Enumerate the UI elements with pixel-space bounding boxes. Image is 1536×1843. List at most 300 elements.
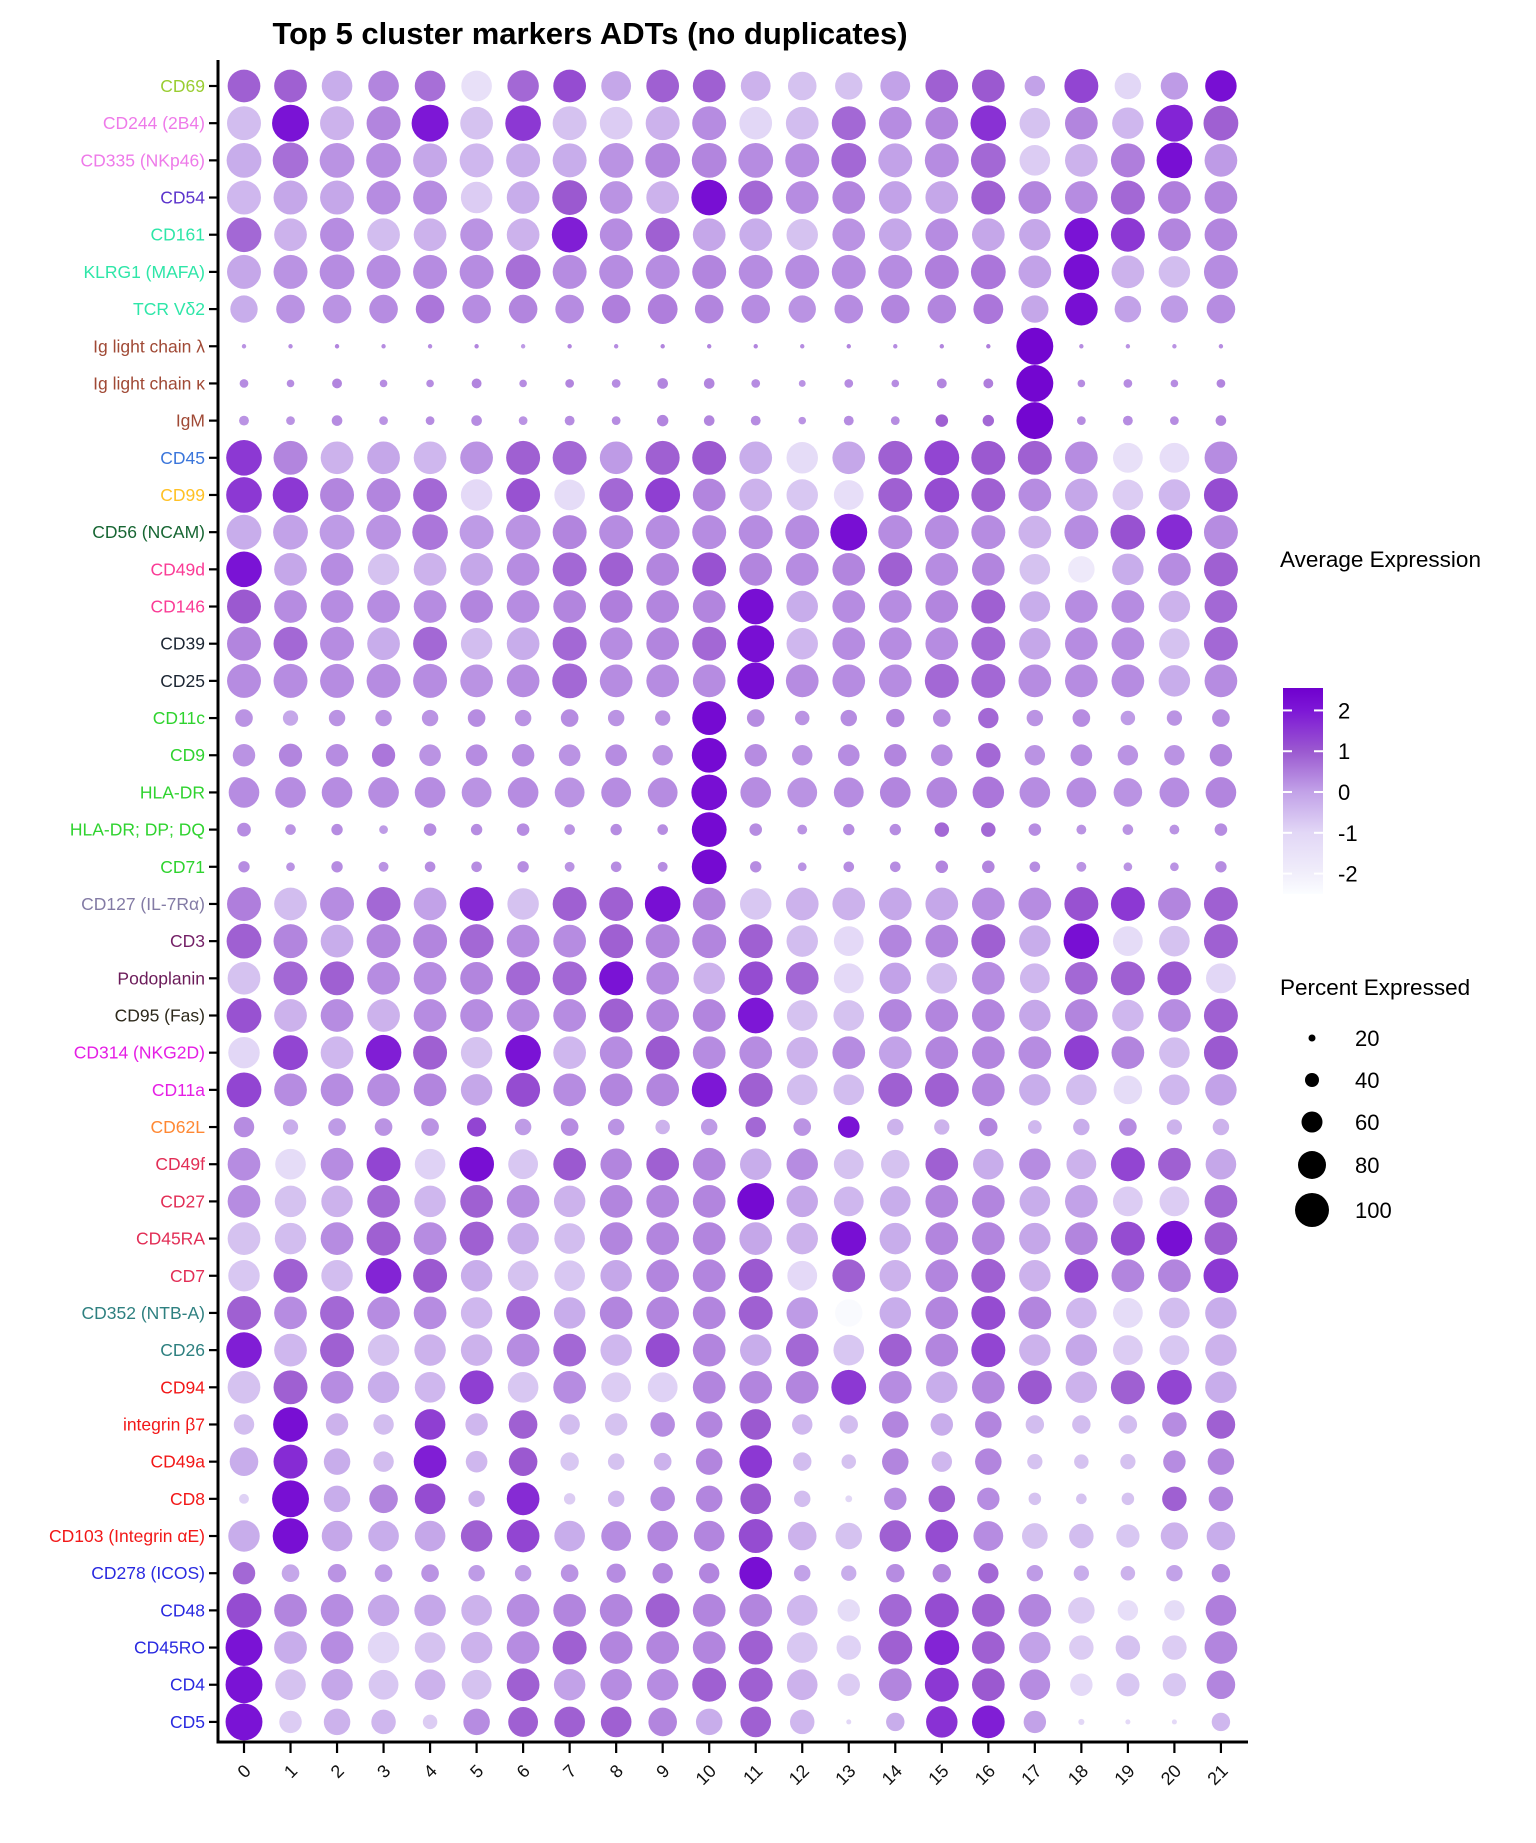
dot — [975, 1448, 1002, 1475]
dot — [321, 1631, 354, 1664]
dot — [507, 888, 538, 919]
dot — [554, 480, 585, 511]
dot — [226, 1666, 263, 1703]
dot — [739, 1631, 773, 1665]
dot — [1121, 1566, 1135, 1580]
dot — [739, 1519, 773, 1553]
dot — [507, 1223, 538, 1254]
row-label: HLA-DR — [139, 782, 205, 803]
dot — [925, 255, 959, 289]
x-tick-label: 13 — [831, 1760, 860, 1789]
dot — [1069, 1635, 1093, 1659]
dot — [519, 416, 528, 425]
row-label: CD244 (2B4) — [102, 113, 205, 134]
dot — [971, 1333, 1005, 1367]
dot — [937, 379, 947, 389]
dot — [972, 1073, 1005, 1106]
row-label: CD27 — [160, 1191, 205, 1212]
dot — [521, 344, 525, 348]
x-tick-label: 10 — [691, 1760, 721, 1789]
dot — [886, 1564, 904, 1582]
dot — [1205, 218, 1238, 251]
dot — [693, 1371, 726, 1404]
dot — [565, 416, 575, 426]
dot — [1016, 328, 1053, 365]
dot — [601, 1707, 632, 1738]
dot — [971, 143, 1006, 178]
dot — [507, 925, 540, 958]
dot — [657, 824, 668, 835]
dot — [599, 255, 633, 289]
dot — [601, 1372, 631, 1402]
dot — [786, 181, 819, 214]
dot — [1112, 1259, 1145, 1292]
dot — [517, 823, 530, 836]
dot — [466, 744, 488, 766]
dot — [226, 440, 262, 476]
dot — [367, 962, 400, 995]
dot — [1064, 69, 1098, 103]
dot — [275, 1223, 306, 1254]
dot — [413, 255, 447, 289]
dot — [648, 1372, 678, 1402]
dot — [890, 861, 901, 872]
dot — [879, 1594, 912, 1627]
dot — [1159, 479, 1190, 510]
dot — [830, 514, 867, 551]
dot — [1205, 144, 1238, 177]
dot — [471, 861, 482, 872]
dot — [600, 665, 633, 698]
dot — [321, 925, 354, 958]
dot — [787, 925, 818, 956]
dot — [1157, 1370, 1192, 1405]
dot — [555, 295, 584, 324]
dot — [1204, 1258, 1239, 1293]
dot — [1206, 1595, 1237, 1626]
dot — [605, 1413, 627, 1435]
dot — [600, 107, 633, 140]
x-tick-label: 18 — [1063, 1760, 1093, 1789]
dot — [1157, 1221, 1193, 1257]
dot — [660, 344, 664, 348]
dot — [934, 1119, 949, 1134]
dot — [834, 1186, 864, 1216]
dot — [426, 416, 435, 425]
dot — [1159, 778, 1189, 808]
dot — [1111, 1222, 1145, 1256]
dot — [740, 888, 771, 919]
dot — [368, 1372, 399, 1403]
dot — [787, 1000, 818, 1031]
dot — [368, 777, 399, 808]
dot — [940, 344, 944, 348]
dot — [320, 478, 354, 512]
dot — [1159, 1186, 1189, 1216]
dot — [747, 709, 765, 727]
dot — [413, 627, 447, 661]
dot — [554, 1707, 585, 1738]
dot — [1204, 887, 1238, 921]
dot — [1205, 1372, 1236, 1403]
dot — [228, 1185, 261, 1218]
dot — [274, 1259, 308, 1293]
row-label: HLA-DR; DP; DQ — [69, 819, 205, 840]
dot — [699, 1563, 719, 1583]
dot — [655, 1120, 669, 1134]
dot — [230, 295, 257, 322]
dot — [838, 744, 860, 766]
dot — [462, 1670, 492, 1700]
dot — [461, 479, 492, 510]
dot — [321, 1148, 354, 1181]
dot — [554, 1186, 585, 1217]
dot — [845, 1495, 852, 1502]
dot — [738, 998, 774, 1034]
dot-grid — [226, 69, 1239, 1740]
dot — [461, 1595, 492, 1626]
dot — [933, 709, 951, 727]
row-label: CD49f — [155, 1154, 205, 1175]
dot — [324, 1448, 351, 1475]
dot — [737, 625, 774, 662]
dot — [925, 1036, 958, 1069]
dot — [928, 295, 957, 324]
dot — [878, 143, 912, 177]
dot — [1204, 552, 1238, 586]
dot — [749, 823, 762, 836]
dot — [235, 709, 253, 727]
row-label: integrin β7 — [122, 1414, 205, 1435]
dot — [646, 1185, 679, 1218]
dot — [1215, 823, 1228, 836]
dot — [645, 886, 681, 922]
dot — [559, 1414, 579, 1434]
dot — [283, 710, 298, 725]
dot — [739, 961, 773, 995]
dot — [1065, 962, 1098, 995]
dot — [1205, 1074, 1236, 1105]
dot — [505, 105, 541, 141]
row-label: CD11a — [151, 1079, 205, 1100]
dot — [838, 1674, 860, 1696]
row-label: CD45RA — [135, 1228, 205, 1249]
dot — [414, 888, 447, 921]
dot — [1161, 1522, 1188, 1549]
dot — [739, 441, 772, 474]
dot — [693, 1297, 726, 1330]
dot — [693, 1594, 726, 1627]
row-label: CD146 — [150, 596, 205, 617]
dot — [925, 70, 958, 103]
dot — [1030, 861, 1041, 872]
dot — [879, 665, 912, 698]
dot — [1079, 344, 1083, 348]
dot — [425, 861, 436, 872]
dot — [832, 1259, 865, 1292]
row-label: CD127 (IL-7Rα) — [81, 893, 205, 914]
dot — [553, 925, 586, 958]
dot — [414, 1445, 447, 1478]
dot — [646, 665, 679, 698]
dot — [751, 416, 761, 426]
dot — [1065, 627, 1098, 660]
x-tick-label: 2 — [326, 1760, 348, 1782]
dot — [925, 1185, 958, 1218]
dot — [237, 823, 251, 837]
dot — [422, 710, 438, 726]
dot — [696, 1448, 723, 1475]
dot — [611, 861, 622, 872]
dot — [1204, 106, 1239, 141]
dot — [273, 143, 309, 179]
dot — [274, 1334, 307, 1367]
dot — [413, 478, 447, 512]
dot — [787, 1632, 818, 1663]
dot — [1026, 1415, 1044, 1433]
dot — [274, 553, 307, 586]
dot — [843, 824, 854, 835]
dot — [367, 181, 401, 215]
dot — [1018, 1036, 1051, 1069]
dot — [234, 1117, 254, 1137]
dot — [553, 106, 587, 140]
dot — [973, 294, 1003, 324]
dot — [646, 441, 680, 475]
dot — [646, 1593, 680, 1627]
dot — [507, 1631, 540, 1664]
dot — [1020, 145, 1051, 176]
dot — [507, 1482, 540, 1515]
dot — [794, 1565, 810, 1581]
dot — [379, 416, 388, 425]
dot — [379, 825, 388, 834]
dot — [971, 627, 1005, 661]
dot — [971, 1296, 1005, 1330]
dot — [227, 515, 262, 550]
row-label: CD5 — [169, 1711, 205, 1732]
dot — [835, 1523, 862, 1550]
dot — [1219, 344, 1223, 348]
dot — [321, 1222, 354, 1255]
dot — [881, 295, 910, 324]
dot — [1118, 745, 1138, 765]
dot — [657, 415, 668, 426]
row-label: CD335 (NKp46) — [80, 150, 205, 171]
dot — [599, 999, 633, 1033]
percent-legend-label: 60 — [1355, 1110, 1380, 1135]
dot — [646, 553, 679, 586]
dot — [242, 344, 246, 348]
row-label: CD49a — [150, 1451, 205, 1472]
dot — [230, 1447, 259, 1476]
dot — [787, 442, 818, 473]
dot — [1074, 1566, 1089, 1581]
dot — [740, 1409, 771, 1440]
dot — [553, 70, 586, 103]
dot — [931, 744, 953, 766]
dot — [887, 1119, 903, 1135]
dot — [367, 441, 400, 474]
dot — [461, 1520, 492, 1551]
legend-percent-title: Percent Expressed — [1280, 975, 1471, 1000]
dot — [879, 1371, 912, 1404]
dot — [233, 1562, 255, 1584]
dot — [925, 590, 958, 623]
dot — [273, 515, 308, 550]
dot — [554, 1260, 585, 1291]
dot — [320, 515, 355, 550]
row-label: Podoplanin — [117, 968, 205, 989]
dot — [413, 181, 447, 215]
dot — [366, 515, 401, 550]
x-axis-labels — [234, 1761, 1232, 1789]
dot — [1113, 1298, 1143, 1328]
dot — [414, 1073, 447, 1106]
dot — [461, 1074, 492, 1105]
dot — [925, 627, 958, 660]
dot — [553, 1594, 586, 1627]
dot — [1018, 256, 1051, 289]
dot — [884, 744, 906, 766]
dot — [972, 1036, 1005, 1069]
row-label: CD54 — [160, 187, 205, 208]
dot — [971, 478, 1005, 512]
dot — [831, 1370, 866, 1405]
dot — [412, 514, 448, 550]
dot — [880, 1223, 911, 1254]
dot — [740, 1484, 771, 1515]
dot — [554, 1223, 585, 1254]
dot — [696, 1709, 723, 1736]
percent-legend-dot — [1302, 1112, 1323, 1133]
dot — [646, 181, 679, 214]
dot — [879, 1668, 912, 1701]
dot — [795, 711, 809, 725]
dot — [1018, 888, 1051, 921]
dot — [1159, 1335, 1189, 1365]
dot — [553, 1148, 586, 1181]
dot — [1212, 709, 1230, 727]
dot — [971, 924, 1005, 958]
dot — [553, 1631, 587, 1665]
dot — [413, 664, 447, 698]
dot — [831, 1221, 866, 1256]
dot — [1065, 590, 1098, 623]
dot — [506, 961, 540, 995]
dot — [423, 1715, 437, 1729]
dot — [1019, 925, 1050, 956]
dot — [693, 479, 726, 512]
dot — [972, 1371, 1005, 1404]
dot — [792, 1414, 812, 1434]
dot — [879, 107, 912, 140]
dot — [786, 962, 819, 995]
dot — [645, 478, 680, 513]
dot — [468, 709, 486, 727]
dot — [1158, 1148, 1191, 1181]
dot — [332, 415, 343, 426]
dot — [414, 1222, 447, 1255]
dot — [274, 924, 308, 958]
dot — [646, 255, 680, 289]
dot — [1027, 1565, 1043, 1581]
dot — [1159, 1037, 1190, 1068]
dot — [798, 862, 807, 871]
dot — [561, 709, 579, 727]
dot — [275, 1669, 306, 1700]
dot — [739, 553, 772, 586]
dot — [228, 962, 261, 995]
dot — [1161, 72, 1188, 99]
dot — [273, 1518, 309, 1554]
dot — [368, 554, 399, 585]
dot — [1076, 1494, 1087, 1505]
row-label: CD8 — [169, 1488, 205, 1509]
dot — [507, 999, 540, 1032]
dot — [891, 380, 899, 388]
dot — [553, 255, 587, 289]
dot — [1164, 1600, 1184, 1620]
dot — [646, 1036, 680, 1070]
dot — [707, 344, 711, 348]
dot — [838, 1116, 860, 1138]
x-tick-label: 14 — [877, 1760, 907, 1789]
dot — [929, 1486, 956, 1513]
dot — [331, 824, 342, 835]
dot — [971, 664, 1005, 698]
dot — [1076, 825, 1086, 835]
dot — [1070, 1674, 1092, 1696]
dot — [274, 218, 307, 251]
dot — [891, 416, 900, 425]
dot — [739, 479, 772, 512]
dot — [414, 218, 447, 251]
dot — [646, 1222, 679, 1255]
dot — [228, 1037, 259, 1068]
dot — [323, 295, 352, 324]
dot — [460, 143, 494, 177]
dot — [1159, 628, 1190, 659]
dot — [321, 1073, 354, 1106]
dot — [285, 824, 296, 835]
dot — [600, 1036, 633, 1069]
dot — [884, 1488, 906, 1510]
dot — [428, 344, 432, 348]
dot — [507, 181, 540, 214]
dot — [880, 71, 910, 101]
dot — [1204, 515, 1238, 549]
dot — [412, 105, 449, 142]
dot — [695, 295, 724, 324]
dot — [797, 825, 807, 835]
dot — [646, 106, 680, 140]
dot — [787, 1595, 818, 1626]
dot — [368, 1521, 399, 1552]
dot — [972, 962, 1005, 995]
dot — [1020, 1186, 1051, 1217]
dot — [413, 1036, 447, 1070]
dot — [1018, 441, 1052, 475]
dot — [1110, 515, 1145, 550]
dot — [1076, 862, 1086, 872]
dot — [646, 1259, 679, 1292]
dot — [472, 379, 482, 389]
x-tick-label: 0 — [233, 1760, 255, 1782]
dot — [1018, 1594, 1051, 1627]
dot — [1158, 218, 1191, 251]
dot — [1065, 999, 1098, 1032]
